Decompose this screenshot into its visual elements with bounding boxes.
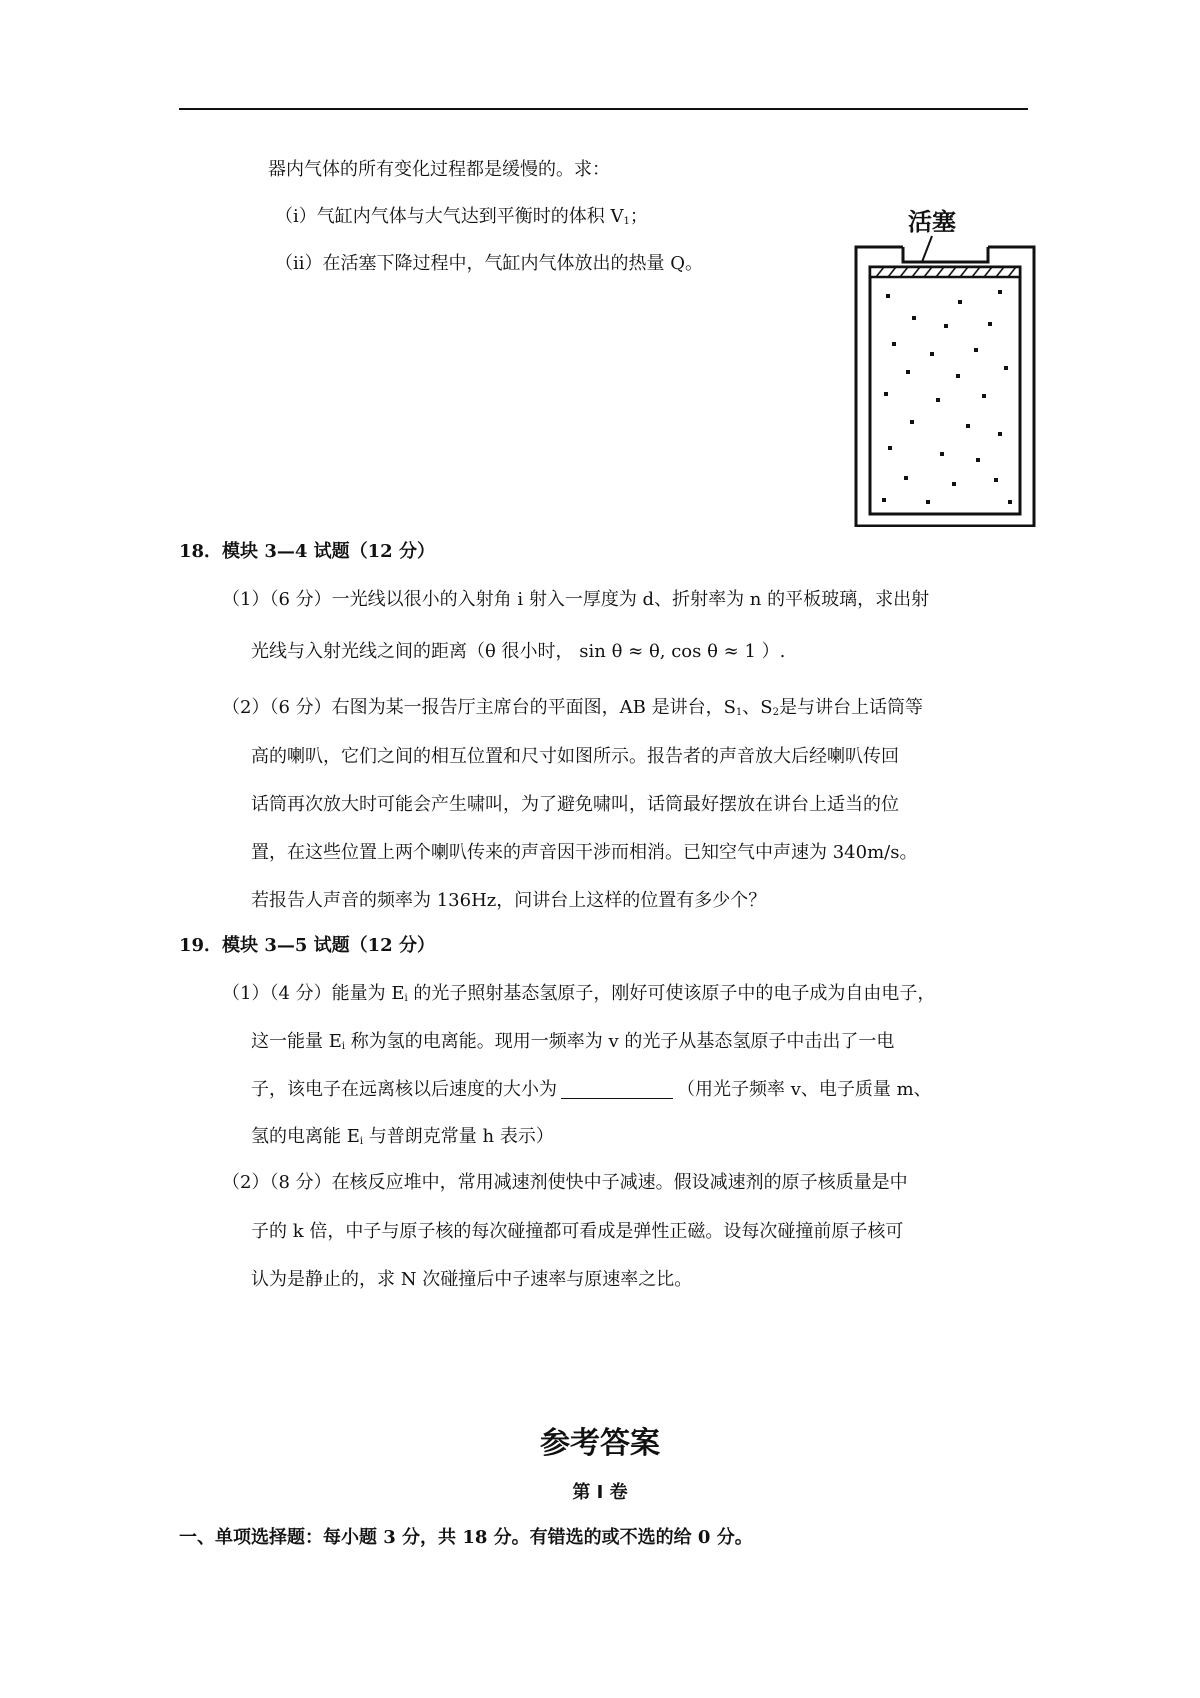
answer-blank: [561, 1078, 673, 1099]
q18-part2-line5: 若报告人声音的频率为 136Hz，问讲台上这样的位置有多少个？: [251, 890, 767, 911]
q19-part2-line2: 子的 k 倍，中子与原子核的每次碰撞都可看成是弹性正磁。设每次碰撞前原子核可: [251, 1221, 904, 1242]
answers-volume: 第 I 卷: [572, 1482, 628, 1503]
q18-part1-line1: （1）（6 分）一光线以很小的入射角 i 射入一厚度为 d、折射率为 n 的平板玻璃，求出射: [222, 589, 930, 610]
q18-part2-line3: 话筒再次放大时可能会产生啸叫，为了避免啸叫，话筒最好摆放在讲台上适当的位: [251, 794, 899, 815]
q19-part1-line2: 这一能量 $E_i$ 称为氢的电离能。现用一频率为 v 的光子从基态氢原子中击出了一电: [251, 1031, 895, 1052]
q18-heading: 18．模块 3—4 试题（12 分）: [179, 541, 435, 562]
q19-part1-line3: 子，该电子在远离核以后速度的大小为 （用光子频率 v、电子质量 m、: [251, 1079, 932, 1100]
q19-part1-line4: 氢的电离能 $E_i$ 与普朗克常量 h 表示）: [251, 1126, 554, 1147]
cylinder-piston-figure: [848, 202, 1038, 527]
q19-part2-line1: （2）（8 分）在核反应堆中，常用减速剂使快中子减速。假设减速剂的原子核质量是中: [222, 1172, 908, 1193]
q18-part2-line2: 高的喇叭，它们之间的相互位置和尺寸如图所示。报告者的声音放大后经喇叭传回: [251, 746, 899, 767]
piston-label: 活塞: [908, 208, 956, 236]
answers-title: 参考答案: [540, 1426, 660, 1461]
q17-part-ii: （ii）在活塞下降过程中，气缸内气体放出的热量 Q。: [275, 253, 703, 274]
q18-part2-line1: （2）（6 分）右图为某一报告厅主席台的平面图，AB 是讲台，$S_1$、$S_2$是与讲台上话筒等: [222, 697, 923, 718]
q17-intro: 器内气体的所有变化过程都是缓慢的。求：: [268, 159, 610, 180]
header-rule: [179, 108, 1028, 110]
q18-part1-line2: 光线与入射光线之间的距离（θ 很小时， sin θ ≈ θ, cos θ ≈ 1 ）.: [251, 641, 786, 662]
q19-part1-line1: （1）（4 分）能量为 $E_i$ 的光子照射基态氢原子，刚好可使该原子中的电子成为自由电子，: [222, 983, 936, 1004]
q19-part2-line3: 认为是静止的，求 N 次碰撞后中子速率与原速率之比。: [251, 1269, 693, 1290]
q18-part2-line4: 置，在这些位置上两个喇叭传来的声音因干涉而相消。已知空气中声速为 340m/s。: [251, 842, 918, 863]
q17-part-i: （i）气缸内气体与大气达到平衡时的体积 $V_1$；: [275, 206, 648, 227]
answers-section-1: 一、单项选择题：每小题 3 分，共 18 分。有错选的或不选的给 0 分。: [179, 1527, 753, 1548]
q19-heading: 19．模块 3—5 试题（12 分）: [179, 935, 435, 956]
